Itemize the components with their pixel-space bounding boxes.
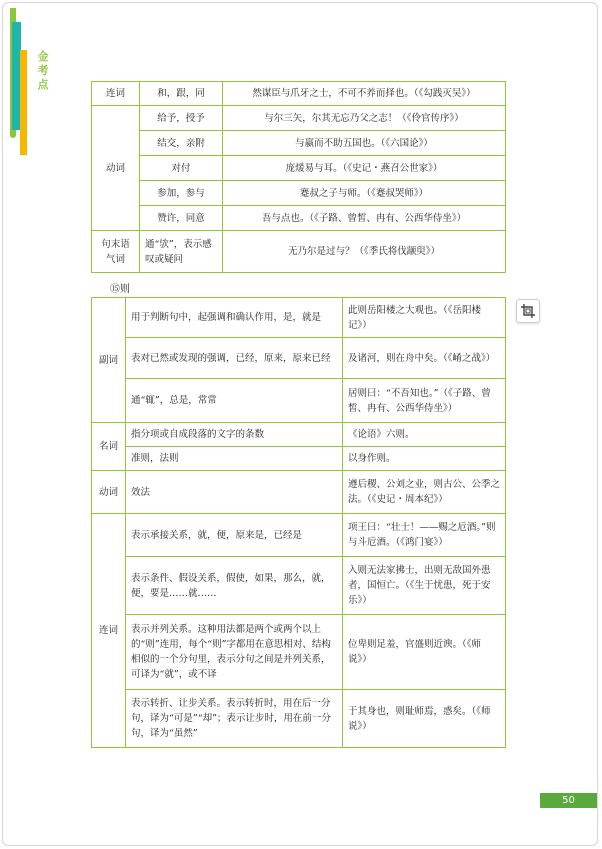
table-row [92, 106, 506, 131]
page-number: 50 [540, 793, 597, 808]
table-row [92, 82, 506, 106]
pos-cell: 名词 [92, 423, 126, 471]
table-row [92, 298, 506, 338]
pos-cell: 句末语气词 [92, 231, 140, 273]
meaning-cell: 效法 [126, 471, 343, 514]
pos-cell: 连词 [92, 82, 140, 106]
example-cell: 于其身也，则耻师焉，惑矣。（《师说》） [343, 690, 506, 748]
meaning-cell: 指分项或自成段落的文字的条数 [126, 423, 343, 447]
meaning-cell: 参加，参与 [140, 181, 223, 206]
meaning-cell: 通“辄”，总是，常常 [126, 379, 343, 423]
example-cell: 庞煖易与耳。（《史记・燕召公世家》） [223, 156, 506, 181]
example-cell: 然谋臣与爪牙之士，不可不养而择也。（《勾践灭吴》） [223, 82, 506, 106]
example-cell: 《论语》六则。 [343, 423, 506, 447]
example-cell: 入则无法家拂士，出则无敌国外患者，国恒亡。（《生于忧患，死于安乐》） [343, 557, 506, 615]
pos-cell: 连词 [92, 514, 126, 748]
example-cell: 遵后稷、公刘之业，则古公、公季之法。（《史记・周本纪》） [343, 471, 506, 514]
example-cell: 位卑则足羞，官盛则近谀。（《师说》） [343, 615, 506, 690]
example-cell: 与嬴而不助五国也。（《六国论》） [223, 131, 506, 156]
table-row [92, 206, 506, 231]
example-cell: 无乃尔是过与？（《季氏将伐颛臾》） [223, 231, 506, 273]
meaning-cell: 用于判断句中，起强调和确认作用，是，就是 [126, 298, 343, 338]
table-row [92, 423, 506, 447]
table-row [92, 690, 506, 748]
table-row [92, 615, 506, 690]
meaning-cell: 结交，亲附 [140, 131, 223, 156]
example-cell: 蹇叔之子与师。（《蹇叔哭师》） [223, 181, 506, 206]
meaning-cell: 准则，法则 [126, 447, 343, 471]
table-row [92, 181, 506, 206]
meaning-cell: 赞许，同意 [140, 206, 223, 231]
table-row [92, 557, 506, 615]
example-cell: 此则岳阳楼之大观也。（《岳阳楼记》） [343, 298, 506, 338]
crop-icon[interactable] [516, 299, 540, 323]
table-row [92, 379, 506, 423]
pos-cell: 动词 [92, 471, 126, 514]
table-row [92, 447, 506, 471]
table-row [92, 471, 506, 514]
table-row [92, 338, 506, 379]
table-row [92, 156, 506, 181]
section-heading: ⑮则 [110, 284, 130, 295]
example-cell: 吾与点也。（《子路、曾皙、冉有、公西华侍坐》） [223, 206, 506, 231]
example-cell: 与尔三矢，尔其无忘乃父之志！（《伶官传序》） [223, 106, 506, 131]
meaning-cell: 表示转折、让步关系。表示转折时，用在后一分句，译为“可是”“却”；表示让步时，用在前一分句，译为“虽然” [126, 690, 343, 748]
table-yu [91, 81, 506, 273]
table-row [92, 131, 506, 156]
meaning-cell: 通“欤”，表示感叹或疑问 [140, 231, 223, 273]
table-row [92, 231, 506, 273]
example-cell: 居则曰：“不吾知也。”（《子路、曾皙、冉有、公西华侍坐》） [343, 379, 506, 423]
side-section-label: 金考点 [37, 50, 49, 91]
meaning-cell: 和，跟，同 [140, 82, 223, 106]
meaning-cell: 表示条件、假设关系，假使，如果，那么，就，便，要是……就…… [126, 557, 343, 615]
table-row [92, 514, 506, 557]
pos-cell: 动词 [92, 106, 140, 231]
decorative-tab-yellow [20, 50, 27, 155]
example-cell: 及诸河，则在舟中矣。（《崤之战》） [343, 338, 506, 379]
crop-icon-glyph [521, 304, 535, 318]
meaning-cell: 表示并列关系。这种用法都是两个或两个以上的“则”连用，每个“则”字都用在意思相对、结构相似的一个分句里，表示分句之间是并列关系，可译为“就”，或不译 [126, 615, 343, 690]
meaning-cell: 表示承接关系，就，便，原来是，已经是 [126, 514, 343, 557]
meaning-cell: 表对已然或发现的强调，已经，原来，原来已经 [126, 338, 343, 379]
meaning-cell: 给予，授予 [140, 106, 223, 131]
meaning-cell: 对付 [140, 156, 223, 181]
pos-cell: 副词 [92, 298, 126, 423]
example-cell: 项王曰：“壮士！——赐之卮酒。”则与斗卮酒。（《鸿门宴》） [343, 514, 506, 557]
example-cell: 以身作则。 [343, 447, 506, 471]
table-ze [91, 297, 506, 748]
